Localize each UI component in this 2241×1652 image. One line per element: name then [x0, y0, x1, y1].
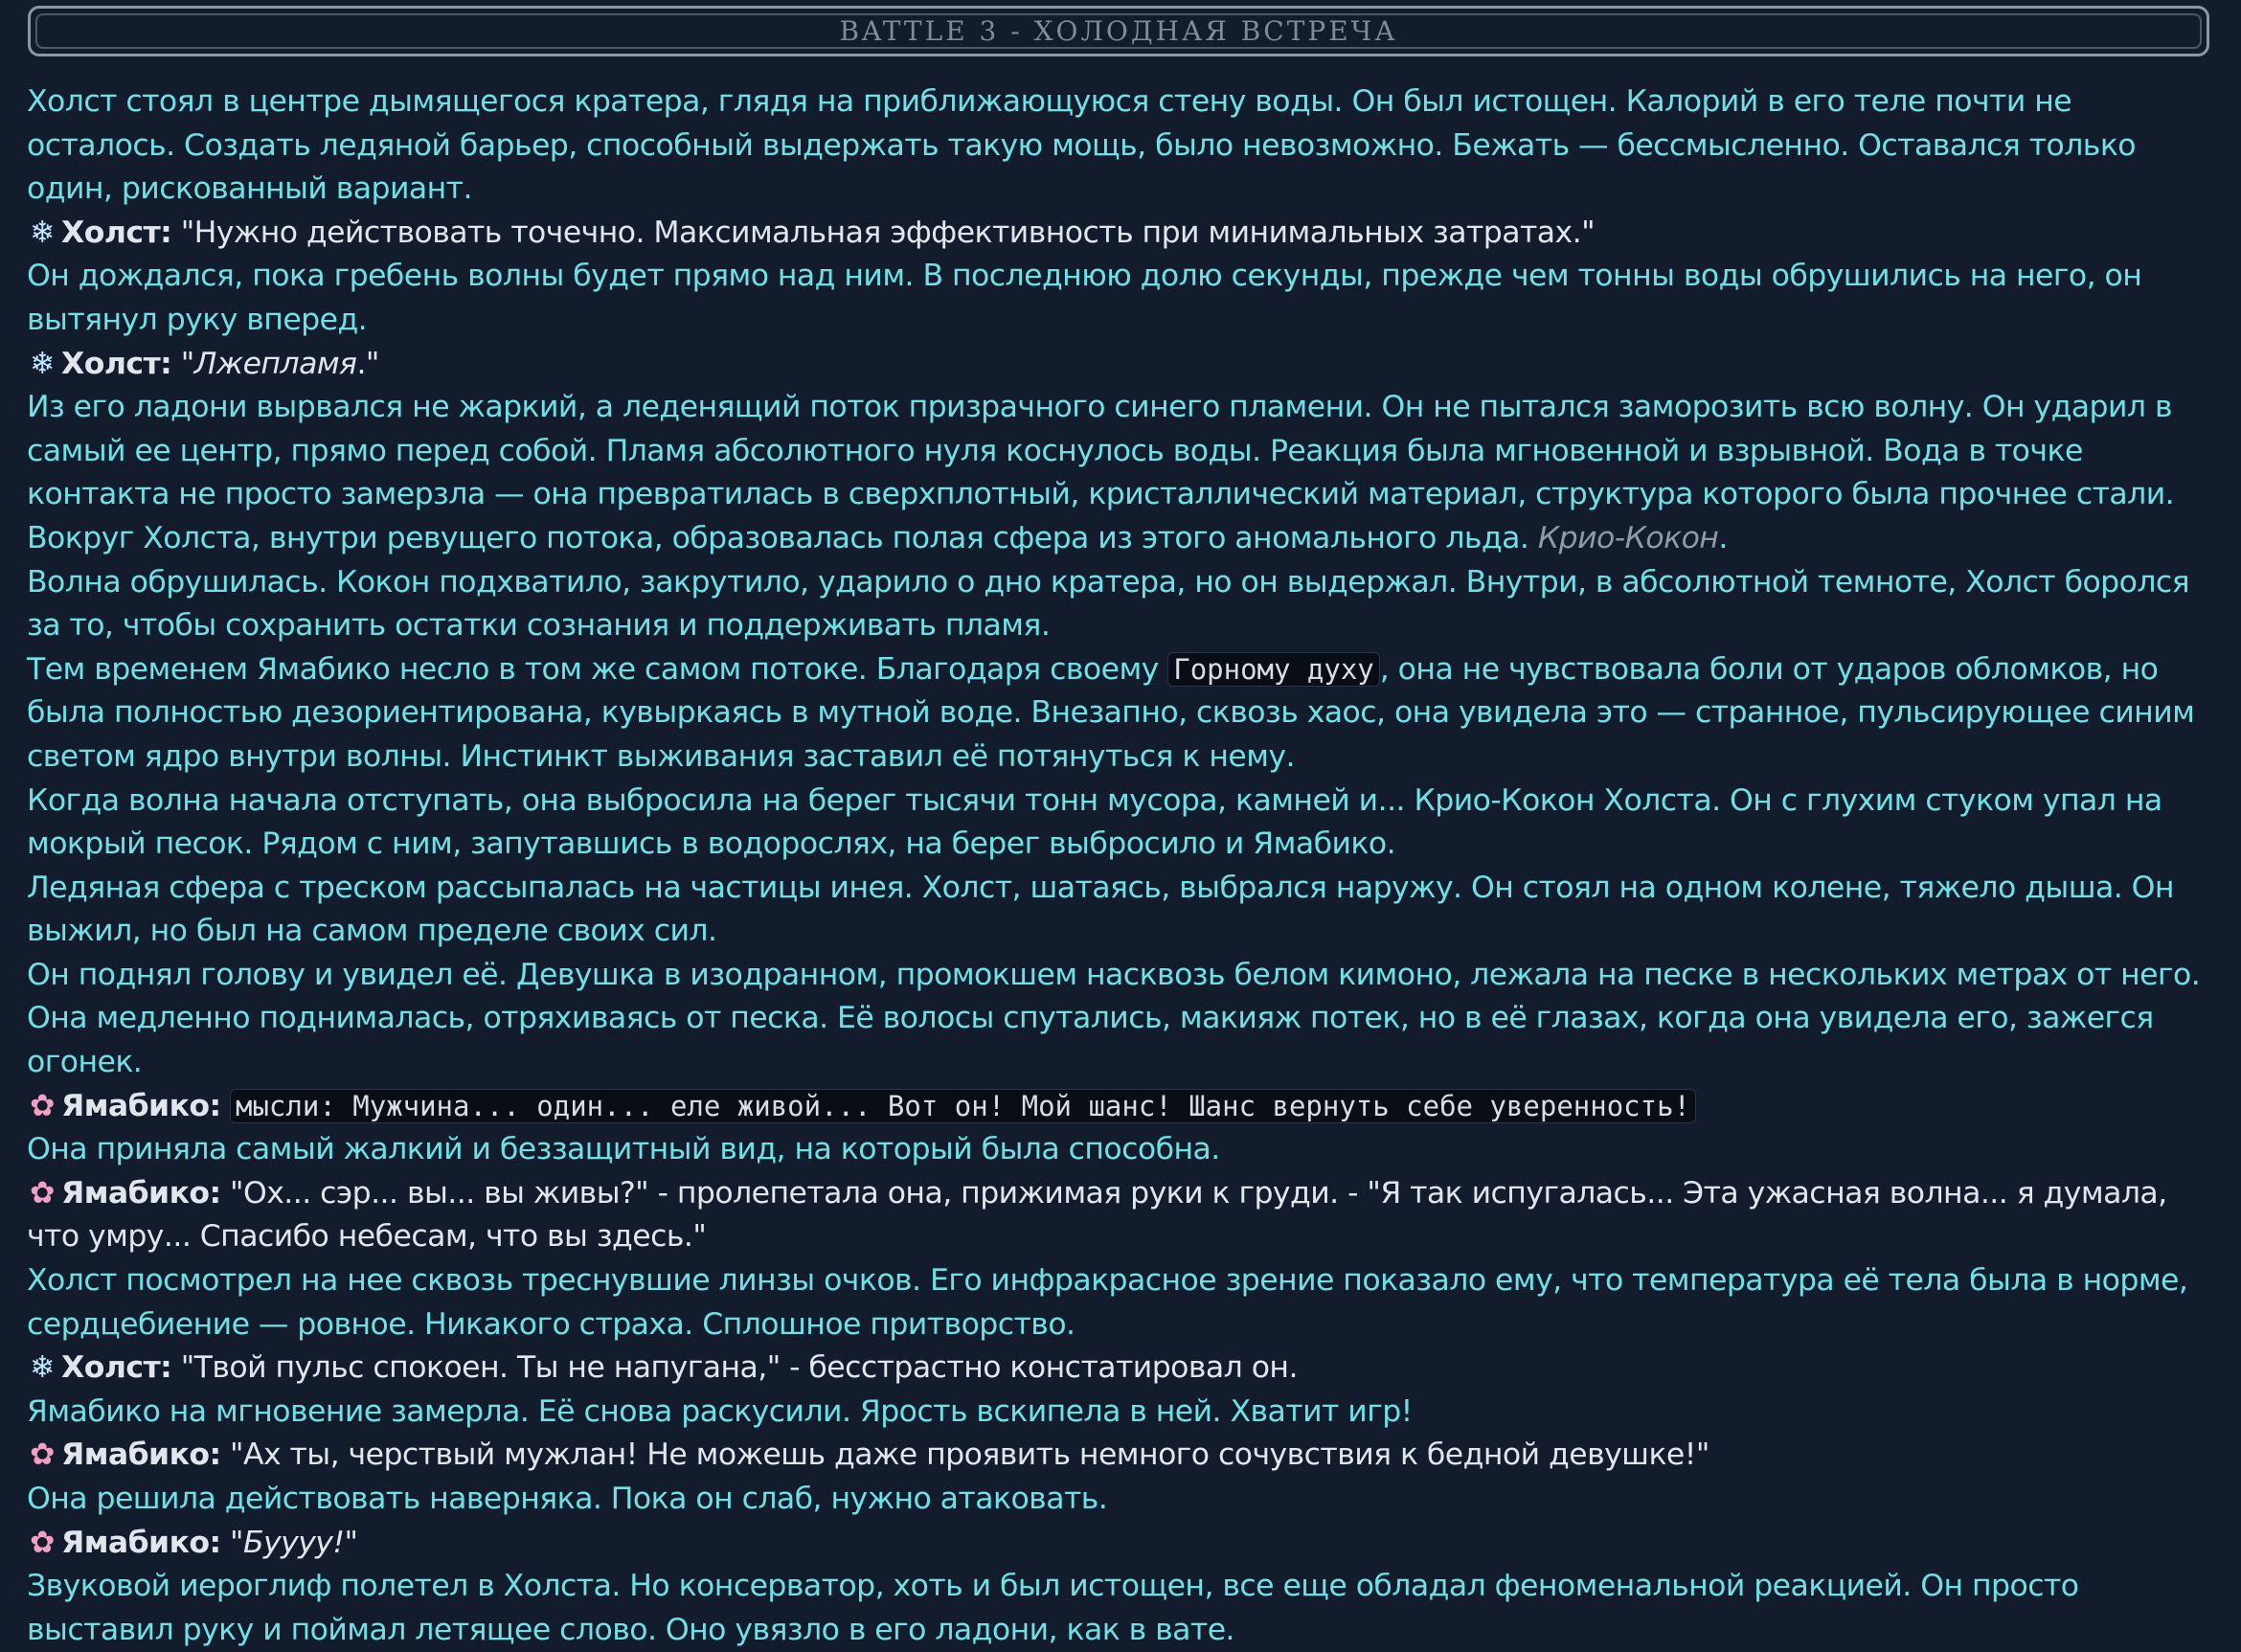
cherry-blossom-icon: ✿: [30, 1088, 55, 1123]
narration-paragraph: [27, 386, 2220, 560]
dialogue-line: [27, 212, 2220, 256]
dialogue-text: "Ох... сэр... вы... вы живы?" - пролепетала она, прижимая руки к груди. - "Я так испугалась... Эта ужасная волна... я думала, что умру... Спасибо небесам, что вы здесь.": [27, 1175, 2167, 1255]
dialogue-text: "Нужно действовать точечно. Максимальная эффективность при минимальных затратах.": [171, 215, 1596, 250]
dialogue-text: "Твой пульс спокоен. Ты не напугана," - бесстрастно констатировал он.: [171, 1350, 1298, 1386]
narration-paragraph: Он поднял голову и увидел её. Девушка в изодранном, промокшем насквозь белом кимоно, лежала на песке в нескольких метрах от него. Она медленно поднималась, отряхиваясь от песка. Её волосы спутались, макияж потек, но в её глазах, когда она увидела его, зажегся огонек.: [27, 957, 2201, 1080]
narration-paragraph: Холст стоял в центре дымящегося кратера, глядя на приближающуюся стену воды. Он был истощен. Калорий в его теле почти не осталось. Создать ледяной барьер, способный выдержать такую мощь, было невозможно. Бежать — бессмысленно. Оставался только один, рискованный вариант.: [27, 84, 2137, 207]
thought-code: мысли: Мужчина... один... еле живой... Вот он! Мой шанс! Шанс вернуть себе уверенность!: [230, 1089, 1696, 1123]
snowflake-icon: ❄: [30, 215, 55, 250]
narration-paragraph: Она решила действовать наверняка. Пока он слаб, нужно атаковать.: [27, 1482, 1108, 1516]
narration-paragraph: [27, 648, 2220, 780]
battle-title: BATTLE 3 - ХОЛОДНАЯ ВСТРЕЧА: [839, 15, 1398, 47]
dialogue-line: [27, 1522, 2220, 1566]
spell-name: Лжепламя: [193, 346, 357, 381]
term-cryo-cocoon: Крио-Кокон: [1537, 520, 1719, 555]
dialogue-line: [27, 1085, 2220, 1129]
narration-paragraph: Ледяная сфера с треском рассыпалась на частицы инея. Холст, шатаясь, выбрался наружу. Он стоял на одном колене, тяжело дыша. Он выжил, но был на самом пределе своих сил.: [27, 870, 2174, 949]
spell-name: Буууу!: [242, 1525, 345, 1560]
narration-text: Из его ладони вырвался не жаркий, а леденящий поток призрачного синего пламени. Он не пытался заморозить всю волну. Он ударил в самый ее центр, прямо перед собой. Пламя абсолютного нуля коснулось воды. Реакция была мгновенной и взрывной. Вода в точке контакта не просто замерзла — она превратилась в сверхплотный, кристаллический материал, структура которого была прочнее стали. Вокруг Холста, внутри ревущего потока, образовалась полая сфера из этого аномального льда.: [27, 390, 2175, 555]
speaker-name: Холст:: [61, 1350, 172, 1386]
narration-paragraph: Он дождался, пока гребень волны будет прямо над ним. В последнюю долю секунды, прежде чем тонны воды обрушились на него, он вытянул руку вперед.: [27, 259, 2142, 337]
dialogue-text: ": [220, 1525, 243, 1560]
narration-paragraph: Она приняла самый жалкий и беззащитный вид, на который была способна.: [27, 1132, 1220, 1167]
dialogue-text: "Ах ты, черствый мужлан! Не можешь даже проявить немного сочувствия к бедной девушке!": [220, 1437, 1709, 1473]
dialogue-line: [27, 343, 2220, 387]
cherry-blossom-icon: ✿: [30, 1175, 55, 1211]
dialogue-line: [27, 1172, 2220, 1259]
speaker-name: Ямабико:: [61, 1088, 221, 1123]
dialogue-text: ": [171, 346, 194, 381]
story-text: [27, 80, 2220, 1652]
cherry-blossom-icon: ✿: [30, 1525, 55, 1560]
dialogue-line: [27, 1346, 2220, 1391]
narration-paragraph: Ямабико на мгновение замерла. Её снова раскусили. Ярость вскипела в ней. Хватит игр!: [27, 1393, 1413, 1429]
speaker-name: Ямабико:: [61, 1175, 221, 1211]
dialogue-line: [27, 1434, 2220, 1478]
narration-text: , она не чувствовала боли от ударов обломков, но была полностью дезориентирована, кувыркаясь в мутной воде. Внезапно, сквозь хаос, она увидела это — странное, пульсирующее синим светом ядро внутри волны. Инстинкт выживания заставил её потянуться к нему.: [27, 651, 2195, 774]
narration-paragraph: Когда волна начала отступать, она выбросила на берег тысячи тонн мусора, камней и... Крио-Кокон Холста. Он с глухим стуком упал на мокрый песок. Рядом с ним, запутавшись в водорослях, на берег выбросило и Ямабико.: [27, 782, 2162, 862]
battle-header: [28, 6, 2209, 57]
narration-paragraph: Звуковой иероглиф полетел в Холста. Но консерватор, хоть и был истощен, все еще обладал феноменальной реакцией. Он просто выставил руку и поймал летящее слово. Оно увязло в его ладони, как в вате.: [27, 1569, 2079, 1647]
speaker-name: Ямабико:: [61, 1437, 221, 1473]
narration-text: Тем временем Ямабико несло в том же самом потоке. Благодаря своему: [27, 651, 1168, 687]
snowflake-icon: ❄: [30, 1350, 55, 1386]
narration-text: .: [1718, 520, 1728, 555]
speaker-name: Холст:: [61, 346, 172, 381]
narration-paragraph: Волна обрушилась. Кокон подхватило, закрутило, ударило о дно кратера, но он выдержал. Внутри, в абсолютной темноте, Холст боролся за то, чтобы сохранить остатки сознания и поддерживать пламя.: [27, 564, 2190, 644]
snowflake-icon: ❄: [30, 346, 55, 381]
code-term-mountain-spirit: Горному духу: [1167, 652, 1380, 687]
dialogue-text: .": [356, 346, 379, 381]
cherry-blossom-icon: ✿: [30, 1437, 55, 1473]
narration-paragraph: Холст посмотрел на нее сквозь треснувшие линзы очков. Его инфракрасное зрение показало ему, что температура её тела была в норме, сердцебиение — ровное. Никакого страха. Сплошное притворство.: [27, 1263, 2188, 1342]
dialogue-text: ": [344, 1525, 358, 1560]
speaker-name: Холст:: [61, 215, 172, 250]
speaker-name: Ямабико:: [61, 1525, 221, 1560]
